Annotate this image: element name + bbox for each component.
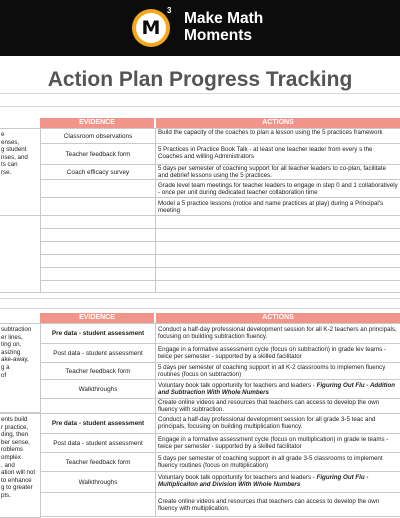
- empty-goal-cell: [0, 215, 41, 293]
- goal-text: r practice,: [1, 423, 29, 431]
- divider: [0, 93, 400, 94]
- empty-cell: [155, 267, 400, 281]
- action-text: Voluntary book talk opportunity for teachers and leaders -: [158, 474, 317, 481]
- evidence-cell: Pre data - student assessment: [40, 413, 156, 434]
- action-cell: Conduct a half-day professional development session for all K-2 teachers an principals, focusing on building subtraction fluency.: [155, 323, 400, 344]
- goal-text: roblems: [1, 446, 24, 454]
- action-cell: 5 days per semester of coaching support for all teacher leaders to co-plan, facilitate and debrief lessons using the 5 practices.: [155, 164, 400, 180]
- action-cell: Engage in a formative assessment cycle (focus on multiplication) in grade le teams - twice per semester - supported by a skilled facilitator: [155, 433, 400, 453]
- logo-letter: M: [136, 13, 166, 43]
- goal-cell: [0, 413, 41, 518]
- goal-text: subtraction: [1, 326, 32, 333]
- action-cell: 5 Practices in Practice Book Talk - at least one teacher leader from every s the Coaches and willing Administrators: [155, 143, 400, 165]
- goal-text: ake-away,: [1, 356, 29, 364]
- page-title: Action Plan Progress Tracking: [47, 68, 353, 91]
- goal-text: of: [1, 371, 7, 379]
- action-cell: Grade level team meetings for teacher leaders to engage in step 0 and 1 collaboratively - once per unit during dedicated teacher collaboration time: [155, 179, 400, 198]
- evidence-cell: Teacher feedback form: [40, 452, 156, 472]
- goal-text: omplex: [1, 453, 21, 461]
- evidence-cell: Post data - student assessment: [40, 343, 156, 363]
- evidence-cell: Coach efficacy survey: [40, 164, 156, 180]
- goal-text: g student: [1, 146, 27, 154]
- evidence-cell: [40, 197, 156, 216]
- evidence-cell: Walkthroughs: [40, 379, 156, 399]
- actions-header: ACTIONS: [156, 313, 400, 323]
- goal-text: pts.: [1, 491, 11, 499]
- evidence-header: EVIDENCE: [40, 118, 154, 128]
- goal-text: rse.: [1, 168, 12, 176]
- evidence-cell: Classroom observations: [40, 128, 156, 144]
- evidence-cell: Post data - student assessment: [40, 433, 156, 453]
- divider: [0, 106, 400, 107]
- action-cell: 5 days per semester of coaching support in all grade 3-5 classrooms to implement fluency routines (focus on multiplication): [155, 452, 400, 472]
- goal-cell: [0, 128, 41, 216]
- action-cell: [155, 379, 400, 399]
- goal-text: ents build: [1, 416, 28, 423]
- goal-text: g a: [1, 363, 10, 371]
- goal-text: to enhance: [1, 476, 32, 484]
- action-cell: Model a 5 practice lessons (notice and name practices at play) during a Principal's meeting: [155, 197, 400, 216]
- empty-cell: [155, 241, 400, 255]
- empty-cell: [155, 215, 400, 229]
- evidence-cell: [40, 398, 156, 414]
- action-cell: Create online videos and resources that teachers can access to develop the own fluency with subtraction.: [155, 398, 400, 414]
- evidence-cell: [40, 179, 156, 198]
- book-title: Figuring Out Flu - Multiplicaiton and Division With Whole Numbers: [158, 474, 369, 489]
- actions-header: ACTIONS: [156, 118, 400, 128]
- empty-cell: [40, 267, 156, 281]
- action-cell: 5 days per semester of coaching support in all K-2 classrooms to implemen fluency routines (focus on subtraction): [155, 362, 400, 380]
- evidence-cell: Teacher feedback form: [40, 362, 156, 380]
- divider: [0, 298, 400, 299]
- empty-cell: [40, 228, 156, 242]
- action-cell: Build the capacity of the coaches to plan a lesson using the 5 practices framework: [155, 128, 400, 144]
- goal-text: er lines,: [1, 333, 23, 341]
- brand-name: [184, 10, 263, 44]
- goal-text: e: [1, 131, 5, 138]
- goal-text: ation will not: [1, 469, 36, 477]
- evidence-cell: Teacher feedback form: [40, 143, 156, 165]
- goal-text: nses, and: [1, 153, 28, 161]
- empty-cell: [155, 280, 400, 293]
- evidence-cell: Walkthroughs: [40, 471, 156, 493]
- action-cell: Engage in a formative assessment cycle (focus on subtraction) in grade lev teams - twice per semester - supported by a skilled facilitator: [155, 343, 400, 363]
- brand-line-2: Moments: [184, 27, 253, 44]
- goal-text: ts can: [1, 161, 18, 169]
- action-cell: [155, 471, 400, 493]
- evidence-cell: Pre data - student assessment: [40, 323, 156, 344]
- action-cell: Conduct a half-day professional development session for all grade 3-5 teac and principals, focusing on building multiplication fluency.: [155, 413, 400, 434]
- goal-text: ber sense,: [1, 438, 30, 446]
- empty-cell: [155, 254, 400, 268]
- empty-cell: [40, 215, 156, 229]
- action-cell: Create online videos and resources that teachers can access to develop the own fluency with multiplication.: [155, 492, 400, 517]
- goal-text: asizing: [1, 348, 21, 356]
- empty-cell: [40, 241, 156, 255]
- goal-text: g to greater: [1, 484, 33, 492]
- goal-cell: [0, 323, 41, 413]
- empty-cell: [40, 254, 156, 268]
- brand-line-1: Make Math: [184, 10, 264, 27]
- goal-text: , and: [1, 461, 15, 469]
- empty-cell: [40, 280, 156, 293]
- empty-cell: [155, 228, 400, 242]
- goal-text: ting on,: [1, 341, 22, 349]
- goal-text: ding, then: [1, 431, 29, 439]
- logo-superscript: 3: [167, 6, 172, 15]
- evidence-cell: [40, 492, 156, 517]
- goal-text: enses,: [1, 138, 20, 146]
- evidence-header: EVIDENCE: [40, 313, 154, 323]
- book-title: Figuring Out Flu - Addition and Subtraction With Whole Numbers: [158, 382, 396, 397]
- action-text: Voluntary book talk opportunity for teachers and leaders -: [158, 382, 317, 389]
- divider: [0, 308, 400, 309]
